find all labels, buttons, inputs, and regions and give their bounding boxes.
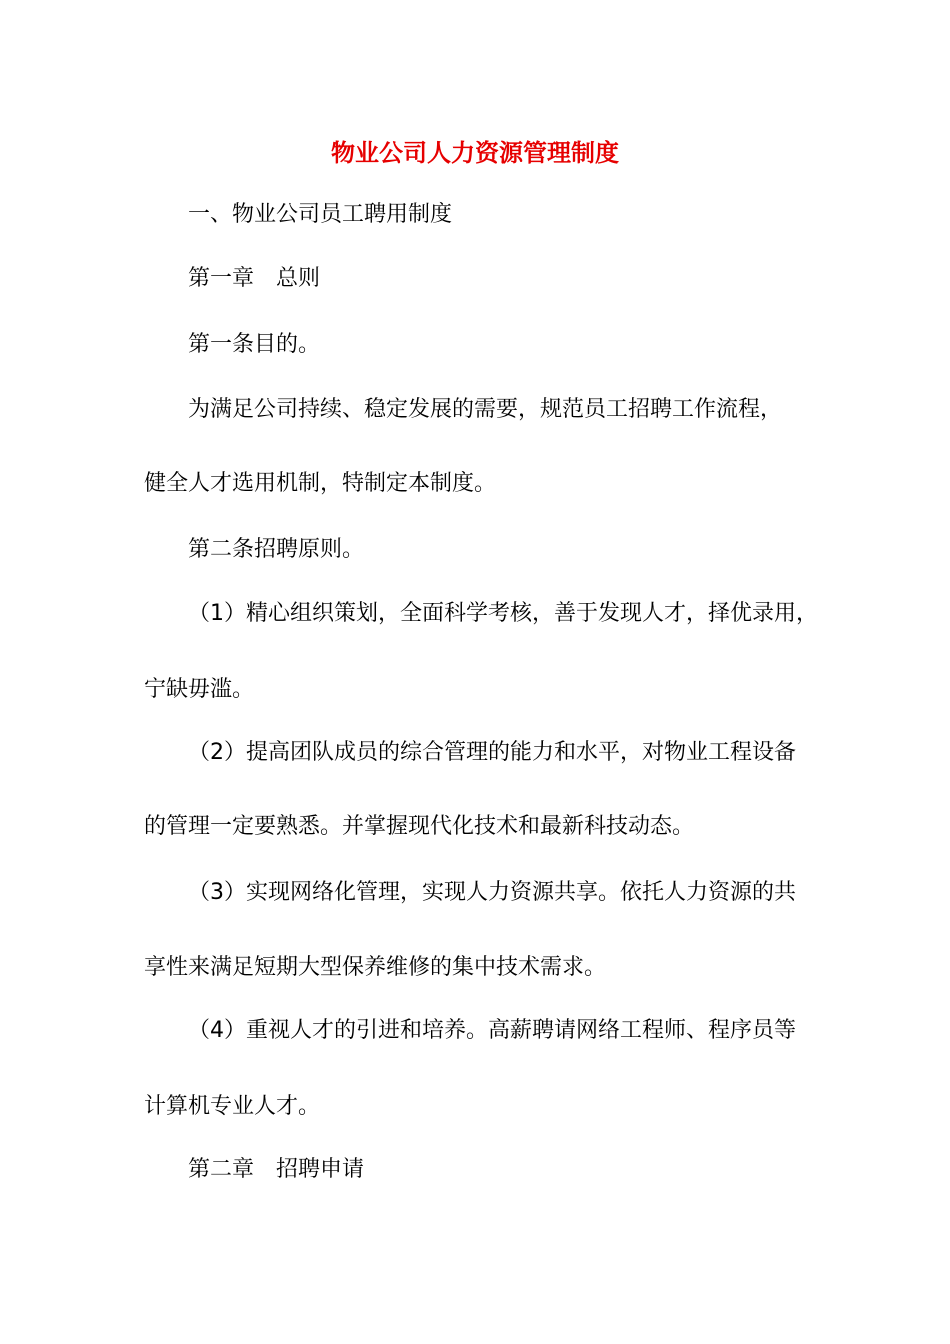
section-heading: 一、物业公司员工聘用制度 xyxy=(188,202,453,227)
paragraph-line: （4）重视人才的引进和培养。高薪聘请网络工程师、程序员等 xyxy=(188,1018,796,1043)
paragraph-line: 的管理一定要熟悉。并掌握现代化技术和最新科技动态。 xyxy=(144,814,695,839)
paragraph-line: 计算机专业人才。 xyxy=(144,1094,321,1119)
paragraph-line: （1）精心组织策划，全面科学考核，善于发现人才，择优录用， xyxy=(188,601,818,626)
document-title: 物业公司人力资源管理制度 xyxy=(331,139,619,167)
paragraph-line: 享性来满足短期大型保养维修的集中技术需求。 xyxy=(144,955,607,980)
article-heading: 第一条目的。 xyxy=(188,332,321,357)
paragraph-line: （2）提高团队成员的综合管理的能力和水平，对物业工程设备 xyxy=(188,740,796,765)
paragraph-line: 健全人才选用机制，特制定本制度。 xyxy=(144,471,497,496)
paragraph-line: （3）实现网络化管理，实现人力资源共享。依托人力资源的共 xyxy=(188,880,796,905)
paragraph-line: 宁缺毋滥。 xyxy=(144,677,255,702)
chapter-heading: 第一章 总则 xyxy=(188,266,321,291)
paragraph-line: 为满足公司持续、稳定发展的需要，规范员工招聘工作流程， xyxy=(188,397,783,422)
chapter-heading: 第二章 招聘申请 xyxy=(188,1157,365,1182)
article-heading: 第二条招聘原则。 xyxy=(188,537,365,562)
